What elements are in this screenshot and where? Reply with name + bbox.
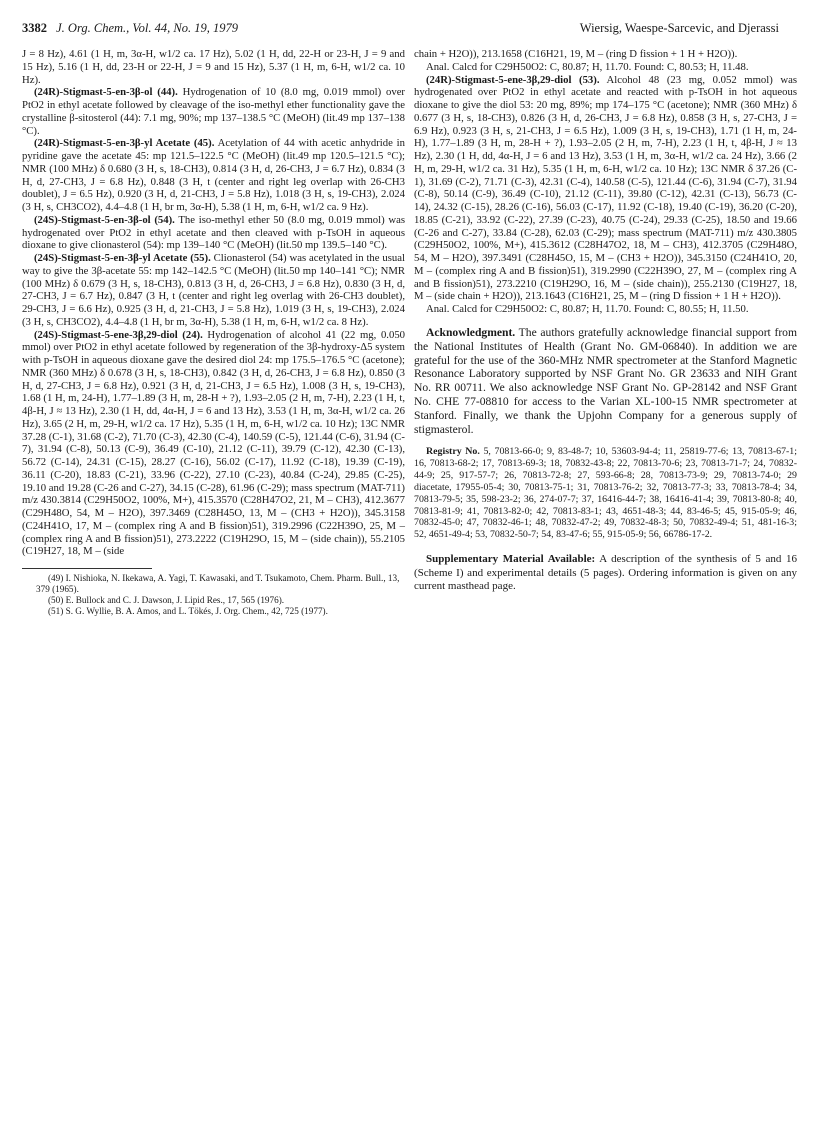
paragraph-text: Acetylation of 44 with acetic anhydride in pyridine gave the acetate 45: mp 121.5–122.5 °C (MeOH) (lit.49 mp 120.5–121.5 °C); NMR (100 MHz) δ 0.680 (3 H, s, 18-CH3), 0.814 (3 H, d, 26-CH3, J = 6.7 Hz), 0.834 (3 H, d, 27-CH3, J = 6.8 Hz), 0.848 (3 H, t (center and right leg overlap with 26-CH3 doublet), J = 6.5 Hz), 0.920 (3 H, d, 21-CH3, J = 5.8 Hz), 1.018 (3 H, s, 19-CH3), 2.024 (3 H, s, CH3CO2), 4.4–4.8 (1 H, br m, 3α-H), 5.38 (1 H, m, 6-H, w1/2 ca. 9 Hz).	[22, 137, 405, 213]
analysis-paragraph: Anal. Calcd for C29H50O2: C, 80.87; H, 11.70. Found: C, 80.53; H, 11.48.	[426, 60, 749, 73]
analysis-paragraph: Anal. Calcd for C29H50O2: C, 80.87; H, 11.70. Found: C, 80.55; H, 11.50.	[426, 303, 749, 315]
compound-heading: (24R)-Stigmast-5-en-3β-yl Acetate (45).	[34, 137, 215, 150]
paragraph-compound-55	[22, 252, 405, 329]
compound-heading: (24S)-Stigmast-5-en-3β-ol (54).	[34, 213, 175, 226]
acknowledgment-text: The authors gratefully acknowledge financial support from the National Institutes of Health (Grant No. GM-06840). In addition we are grateful for the use of the 360-MHz NMR spectrometer at the Stanford Magnetic Resonance Laboratory supported by NSF Grant No. GR 23633 and NIH Grant No. RR 00711. We also acknowledge NSF Grant No. GP-28142 and NSF Grant No. CHE 77-08810 for access to the Varian XL-100-15 NMR spectrometer at Stanford. Finally, we thank the Upjohn Company for a generous supply of stigmasterol.	[414, 325, 797, 437]
paragraph-text: The iso-methyl ether 50 (8.0 mg, 0.019 mmol) was hydrogenated over PtO2 in ethyl acetate and then cleaved with p-TsOH in aqueous dioxane to give clionasterol (54): mp 139–140 °C (MeOH) (lit.50 mp 139.5–140 °C).	[22, 213, 405, 252]
supplementary-heading: Supplementary Material Available:	[426, 553, 596, 566]
paragraph-continuation: J = 8 Hz), 4.61 (1 H, m, 3α-H, w1/2 ca. 17 Hz), 5.02 (1 H, dd, 22-H or 23-H, J = 9 and 15 Hz), 5.16 (1 H, dd, 23-H or 22-H, J = 9 and 15 Hz), 5.37 (1 H, m, 6-H, w1/2 ca. 10 Hz).	[22, 48, 405, 86]
registry-text: 5, 70813-66-0; 9, 83-48-7; 10, 53603-94-4; 11, 25819-77-6; 13, 70813-67-1; 16, 70813-68-2; 17, 70813-69-3; 18, 70832-43-8; 22, 70813-70-6; 23, 70813-71-7; 24, 70832-44-9; 25, 917-57-7; 26, 70813-72-8; 27, 593-66-8; 28, 70813-73-9; 29, 70813-74-0; 29 diacetate, 17955-05-4; 30, 70813-75-1; 31, 70813-76-2; 32, 70813-77-3; 33, 70813-78-4; 34, 70813-79-5; 35, 598-23-2; 36, 274-07-7; 37, 16416-44-7; 38, 16416-41-4; 39, 70813-80-8; 40, 70813-81-9; 41, 70813-82-0; 42, 70813-83-1; 43, 4651-48-3; 44, 83-46-5; 45, 915-05-9; 46, 70832-45-0; 47, 70832-46-1; 48, 70832-47-2; 49, 70832-48-3; 50, 70832-49-4; 51, 481-16-3; 52, 4651-49-4; 53, 70832-50-7; 54, 83-47-6; 55, 915-05-9; 56, 66786-17-2.	[414, 446, 797, 541]
compound-heading: (24S)-Stigmast-5-ene-3β,29-diol (24).	[34, 328, 203, 341]
footnote-50: (50) E. Bullock and C. J. Dawson, J. Lipid Res., 17, 565 (1976).	[48, 595, 285, 605]
paragraph-text: Alcohol 48 (23 mg, 0.052 mmol) was hydrogenated over PtO2 in ethyl acetate and reacted with p-TsOH in hot aqueous dioxane to give the diol 53: 20 mg, 89%; mp 174–175 °C (acetone); NMR (360 MHz) δ 0.677 (3 H, s, 18-CH3), 0.826 (3 H, d, 26-CH3, J = 6.8 Hz), 0.858 (3 H, s, 27-CH3, J = 6.9 Hz), 0.923 (3 H, s, 21-CH3, J = 6.5 Hz), 1.009 (3 H, s, 19-CH3), 1.71 (1 H, m, 24-H), 1.77–1.89 (3 H, m, 28-H + ?), 1.93–2.05 (2 H, m, 7-H), 2.23 (1 H, t, 4β-H, J ≈ 13 Hz), 2.30 (1 H, dd, 4α-H, J = 6 and 13 Hz), 3.53 (1 H, m, 3α-H, w1/2 ca. 24 Hz), 3.66 (2 H, m, 29-H, w1/2 ca. 31 Hz), 5.35 (1 H, m, 6-H, w1/2 ca. 10 Hz); 13C NMR δ 37.26 (C-1), 31.69 (C-2), 71.71 (C-3), 42.31 (C-4), 140.58 (C-5), 121.44 (C-6), 31.94 (C-7), 31.94 (C-8), 50.14 (C-9), 36.49 (C-10), 21.12 (C-11), 39.80 (C-12), 42.31 (C-13), 56.73 (C-14), 24.32 (C-15), 28.26 (C-16), 56.03 (C-17), 11.92 (C-18), 19.40 (C-19), 36.20 (C-20), 18.85 (C-21), 33.92 (C-22), 27.39 (C-23), 40.75 (C-24), 29.33 (C-25), 18.50 and 19.66 (C-26 and C-27), 33.84 (C-28), 62.03 (C-29); mass spectrum (MAT-711) m/z 430.3805 (C29H50O2, 100%, M+), 415.3612 (C28H47O2, 18, M – CH3), 412.3705 (C29H48O, 54, M – H2O), 397.3491 (C28H45O, 15, M – (CH3 + H2O)), 345.3150 (C24H41O, 20, M – (complex ring A and B fission)51), 319.2990 (C22H39O, 27, M – (complex ring A and B fission)51), 273.2210 (C19H29O, 16, M – (side chain)), 255.2130 (C19H27, 18, M – (side chain + H2O)), 213.1643 (C16H21, 25, M – (ring D fission + 1 H + H2O)).	[414, 73, 797, 303]
paragraph-compound-45	[22, 137, 405, 214]
registry-paragraph	[414, 446, 797, 541]
journal-citation: J. Org. Chem., Vol. 44, No. 19, 1979	[56, 21, 238, 35]
supplementary-paragraph	[414, 553, 797, 593]
footnote-51: (51) S. G. Wyllie, B. A. Amos, and L. Tökés, J. Org. Chem., 42, 725 (1977).	[48, 606, 328, 616]
left-column	[22, 48, 405, 617]
footnote-49: (49) I. Nishioka, N. Ikekawa, A. Yagi, T. Kawasaki, and T. Tsukamoto, Chem. Pharm. Bull., 13, 379 (1965).	[36, 573, 400, 594]
paragraph-compound-44	[22, 86, 405, 137]
paragraph-text: Hydrogenation of alcohol 41 (22 mg, 0.050 mmol) over PtO2 in ethyl acetate followed by regeneration of the 3β-hydroxy-Δ5 system with p-TsOH in aqueous dioxane gave the desired diol 24: mp 175.5–176.5 °C (acetone); NMR (360 MHz) δ 0.678 (3 H, s, 18-CH3), 0.842 (3 H, d, 26-CH3, J = 6.8 Hz), 0.850 (3 H, d, 27-CH3, J = 6.8 Hz), 0.921 (3 H, d, 21-CH3, J = 6.5 Hz), 1.008 (3 H, s, 19-CH3), 1.68 (1 H, m, 24-H), 1.77–1.89 (3 H, m, 28-H + ?), 1.93–2.05 (2 H, m, 7-H), 2.23 (1 H, t, 4β-H, J ≈ 13 Hz), 2.30 (1 H, dd, 4α-H, J = 6 and 13 Hz), 3.53 (1 H, m, 3α-H, w1/2 ca. 26 Hz), 3.65 (2 H, m, 29-H, w1/2 ca. 17 Hz), 5.35 (1 H, m, 6-H, w1/2 ca. 10 Hz); 13C NMR 37.28 (C-1), 31.68 (C-2), 71.70 (C-3), 42.30 (C-4), 140.59 (C-5), 121.44 (C-6), 31.94 (C-7), 31.94 (C-8), 50.13 (C-9), 36.49 (C-10), 21.12 (C-11), 39.79 (C-12), 42.30 (C-13), 56.72 (C-14), 24.31 (C-15), 28.27 (C-16), 56.02 (C-17), 11.92 (C-18), 19.39 (C-19), 36.11 (C-20), 18.83 (C-21), 33.96 (C-22), 27.10 (C-23), 40.84 (C-24), 29.85 (C-25), 19.10 and 19.28 (C-26 and C-27), 34.15 (C-28), 61.96 (C-29); mass spectrum (MAT-711) m/z 430.3814 (C29H50O2, 100%, M+), 415.3570 (C28H47O2, 21, M – CH3), 412.3677 (C29H48O, 54, M – H2O), 397.3469 (C28H45O, 13, M – (CH3 + H2O)), 345.3158 (C24H41O, 17, M – (complex ring A and B fission)51), 319.2996 (C22H39O, 25, M – (complex ring A and B fission)51), 273.2222 (C19H29O, 15, M – (side chain)), 55.2105 (C19H27, 18, M – (side	[22, 328, 406, 558]
paragraph-text: Clionasterol (54) was acetylated in the usual way to give the 3β-acetate 55: mp 142–142.5 °C (MeOH) (lit.50 mp 140–141 °C); NMR (100 MHz) δ 0.679 (3 H, s, 18-CH3), 0.813 (3 H, d, 26-CH3, J = 6.8 Hz), 0.830 (3 H, d, 27-CH3, J = 6.7 Hz), 0.847 (3 H, t (center and right leg overlag with 26-CH3 doublet), 29-CH3, J = 6.6 Hz), 0.925 (3 H, d, 21-CH3, J = 5.8 Hz), 1.019 (3 H, s, 19-CH3), 2.024 (3 H, s, CH3CO2), 4.4–4.8 (1 H, br m, 3α-H), 5.38 (1 H, m, 6-H, w1/2 ca. 8 Hz).	[22, 252, 405, 328]
header-authors: Wiersig, Waespe-Sarcevic, and Djerassi	[579, 21, 779, 35]
acknowledgment-paragraph	[414, 326, 797, 437]
page-number: 3382	[22, 21, 47, 35]
paragraph-compound-53	[414, 74, 797, 304]
page-header	[22, 21, 779, 43]
paragraph-text: Hydrogenation of 10 (8.0 mg, 0.019 mmol) over PtO2 in ethyl acetate followed by cleavage of the iso-methyl ether functionality gave the crystalline β-sitosterol (44): 7.1 mg, 90%; mp 137–138.5 °C (MeOH) (lit.49 mp 137–138 °C).	[22, 86, 405, 137]
footnote-divider	[22, 568, 152, 569]
paragraph-compound-24	[22, 329, 405, 559]
paragraph-continuation: chain + H2O)), 213.1658 (C16H21, 19, M – (ring D fission + 1 H + H2O)).	[414, 48, 738, 60]
compound-heading: (24R)-Stigmast-5-en-3β-ol (44).	[34, 86, 178, 99]
compound-heading: (24R)-Stigmast-5-ene-3β,29-diol (53).	[426, 73, 600, 86]
registry-heading: Registry No.	[426, 446, 480, 457]
acknowledgment-heading: Acknowledgment.	[426, 325, 516, 339]
supplementary-text: A description of the synthesis of 5 and 16 (Scheme I) and experimental details (5 pages). Ordering information is given on any current masthead page.	[414, 553, 797, 593]
paragraph-compound-54	[22, 214, 405, 252]
right-column	[414, 48, 797, 593]
header-left	[22, 21, 244, 36]
compound-heading: (24S)-Stigmast-5-en-3β-yl Acetate (55).	[34, 252, 211, 264]
